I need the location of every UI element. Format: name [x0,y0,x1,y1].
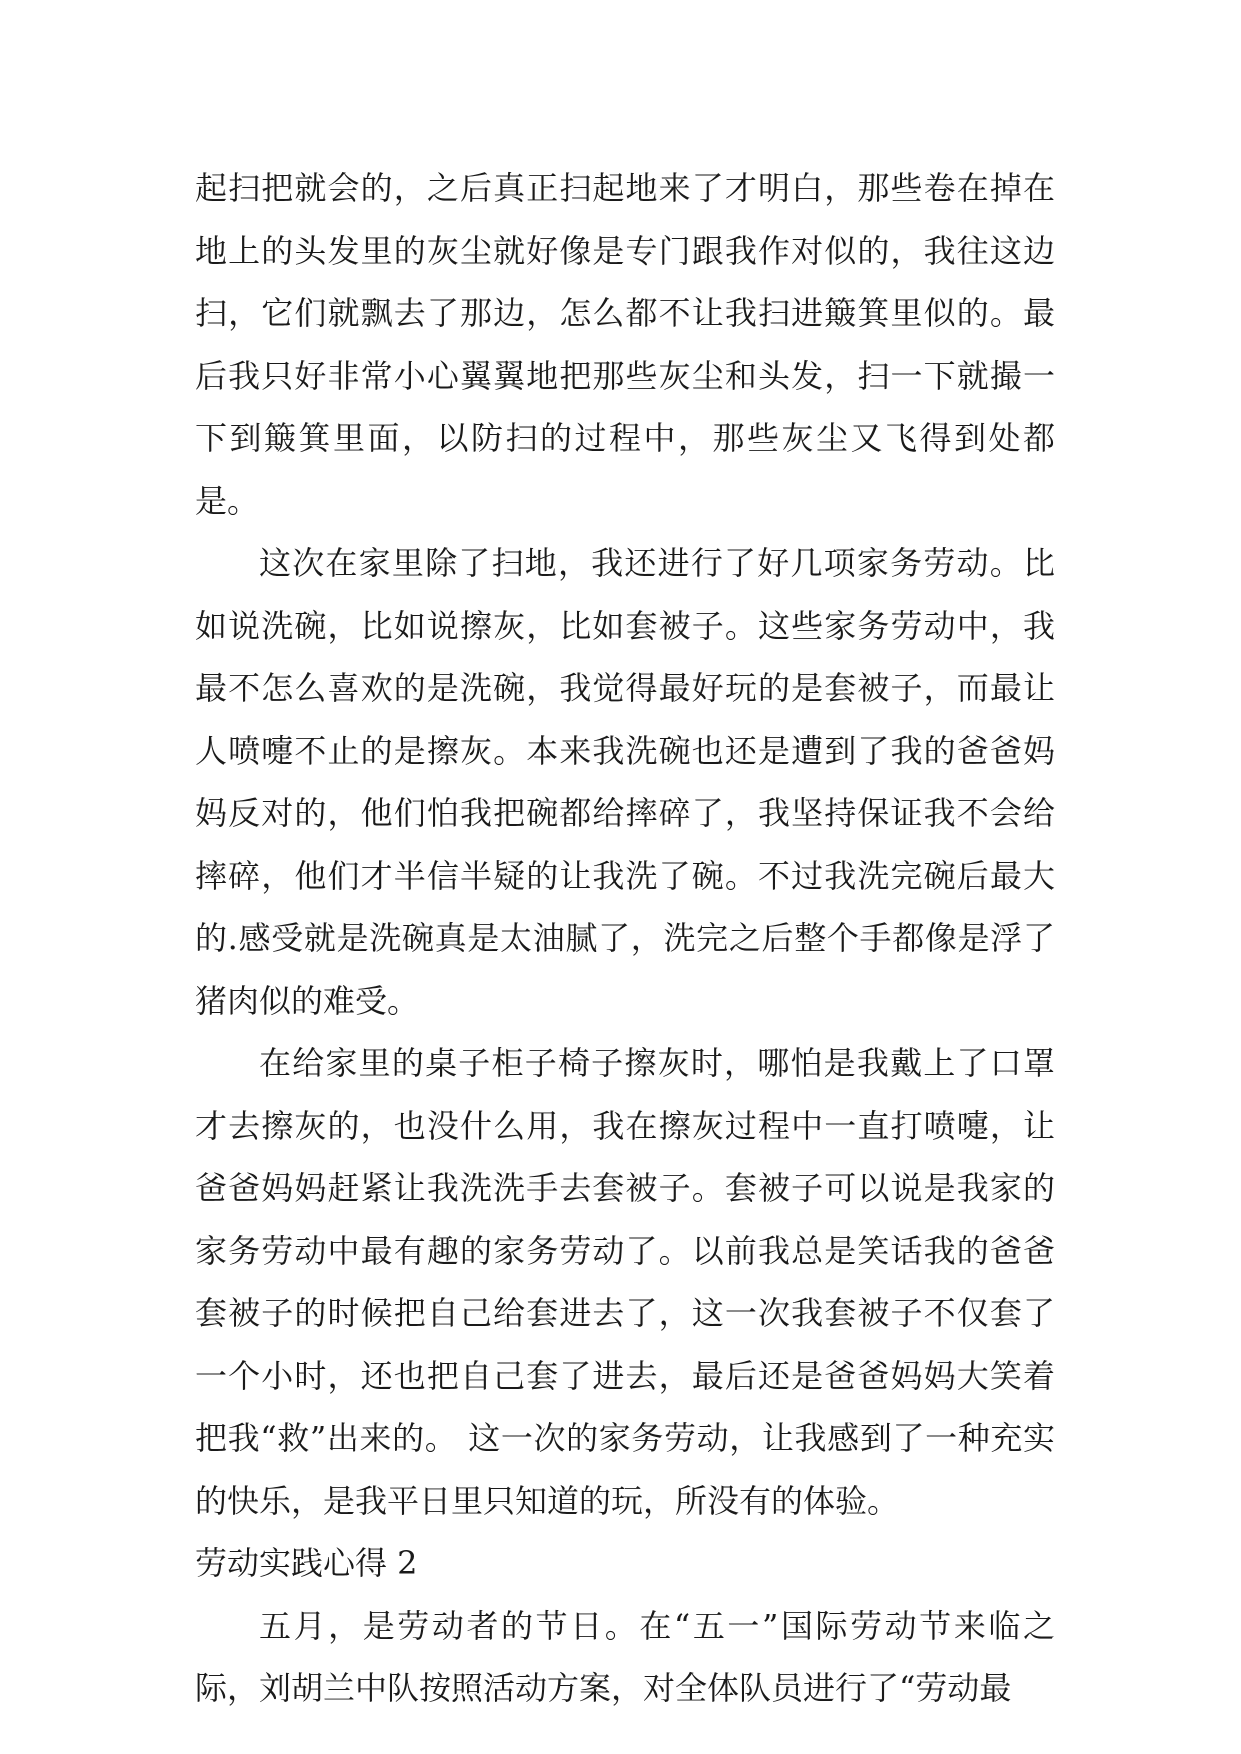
paragraph-2: 这次在家里除了扫地，我还进行了好几项家务劳动。比如说洗碗，比如说擦灰，比如套被子。这些家务劳动中，我最不怎么喜欢的是洗碗，我觉得最好玩的是套被子，而最让人喷嚏不止的是擦灰。本来我洗碗也还是遭到了我的爸爸妈妈反对的，他们怕我把碗都给摔碎了，我坚持保证我不会给摔碎，他们才半信半疑的让我洗了碗。不过我洗完碗后最大的.感受就是洗碗真是太油腻了，洗完之后整个手都像是浮了猪肉似的难受。 [195,544,1055,1020]
section-heading: 劳动实践心得 2 [195,1544,418,1582]
paragraph-1: 起扫把就会的，之后真正扫起地来了才明白，那些卷在掉在地上的头发里的灰尘就好像是专门跟我作对似的，我往这边扫，它们就飘去了那边，怎么都不让我扫进簸箕里似的。最后我只好非常小心翼翼地把那些灰尘和头发，扫一下就撮一下到簸箕里面，以防扫的过程中，那些灰尘又飞得到处都是。 [195,169,1055,520]
paragraph-4: 五月，是劳动者的节日。在“五一”国际劳动节来临之际，刘胡兰中队按照活动方案，对全体队员进行了“劳动最 [195,1606,1055,1707]
document-body [195,157,1055,1720]
paragraph-3: 在给家里的桌子柜子椅子擦灰时，哪怕是我戴上了口罩才去擦灰的，也没什么用，我在擦灰过程中一直打喷嚏，让爸爸妈妈赶紧让我洗洗手去套被子。套被子可以说是我家的家务劳动中最有趣的家务劳动了。以前我总是笑话我的爸爸套被子的时候把自己给套进去了，这一次我套被子不仅套了一个小时，还也把自己套了进去，最后还是爸爸妈妈大笑着把我“救”出来的。 这一次的家务劳动，让我感到了一种充实的快乐，是我平日里只知道的玩，所没有的体验。 [195,1044,1055,1520]
